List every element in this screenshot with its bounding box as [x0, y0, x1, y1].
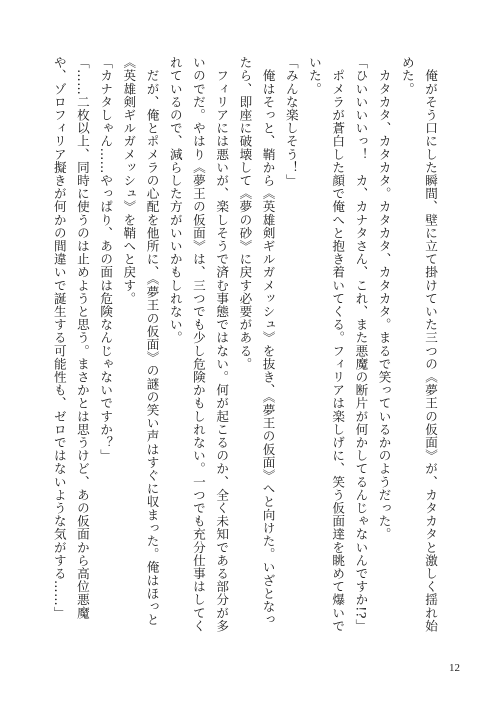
- vertical-text-body: [52, 56, 442, 636]
- paragraph: カタカタ、カタカタ。カタカタ、カタカタ。まるで笑っているかのようだった。: [376, 56, 392, 541]
- dialogue-paragraph: 「カナタしゃん……やっぱり、あの面は危険なんじゃないですか？」: [98, 56, 114, 463]
- paragraph: 俺がそう口にした瞬間、壁に立て掛けていた三つの《夢王の仮面》が、カタカタと激しく揺れ始めた。: [399, 56, 438, 633]
- dialogue-paragraph: 「……二枚以上、同時に使うのは止めようと思う。まさかとは思うけど、あの仮面から高位悪魔や、ゾロフィリア擬きが何かの間違いで誕生する可能性も、ゼロではないような気がする……」: [52, 56, 90, 620]
- dialogue-paragraph: 「ひいいいいっ！ カ、カナタさん、これ、また悪魔の断片が何かしてるんじゃないんですか!?」: [353, 56, 369, 633]
- dialogue-paragraph: 「みんな楽しそう！」: [283, 56, 299, 187]
- paragraph: フィリアには悪いが、楽しそうで済む事態ではない。何が起こるのか、全く未知である部分が多いのでだ。やはり《夢王の仮面》は、三つでも少し危険かもしれない。一つでも充分仕事はしてくれているので、減らした方がいいかもしれない。: [167, 56, 230, 633]
- paragraph: ポメラが蒼白した顔で俺へと抱き着いてくる。フィリアは楽しげに、笑う仮面達を眺めて爆いでいた。: [306, 56, 346, 633]
- page-number: 12: [449, 662, 460, 674]
- paragraph: だが、俺とポメラの心配を他所に、《夢王の仮面》の謎の笑い声はすぐに収まった。俺はほっと《英雄剣ギルガメッシュ》を鞘へと戻す。: [121, 56, 160, 627]
- paragraph: 俺はそっと、鞘から《英雄剣ギルガメッシュ》を抜き、《夢王の仮面》へと向けた。いざとなったら、即座に破壊して《夢の砂》に戻す必要がある。: [237, 56, 276, 627]
